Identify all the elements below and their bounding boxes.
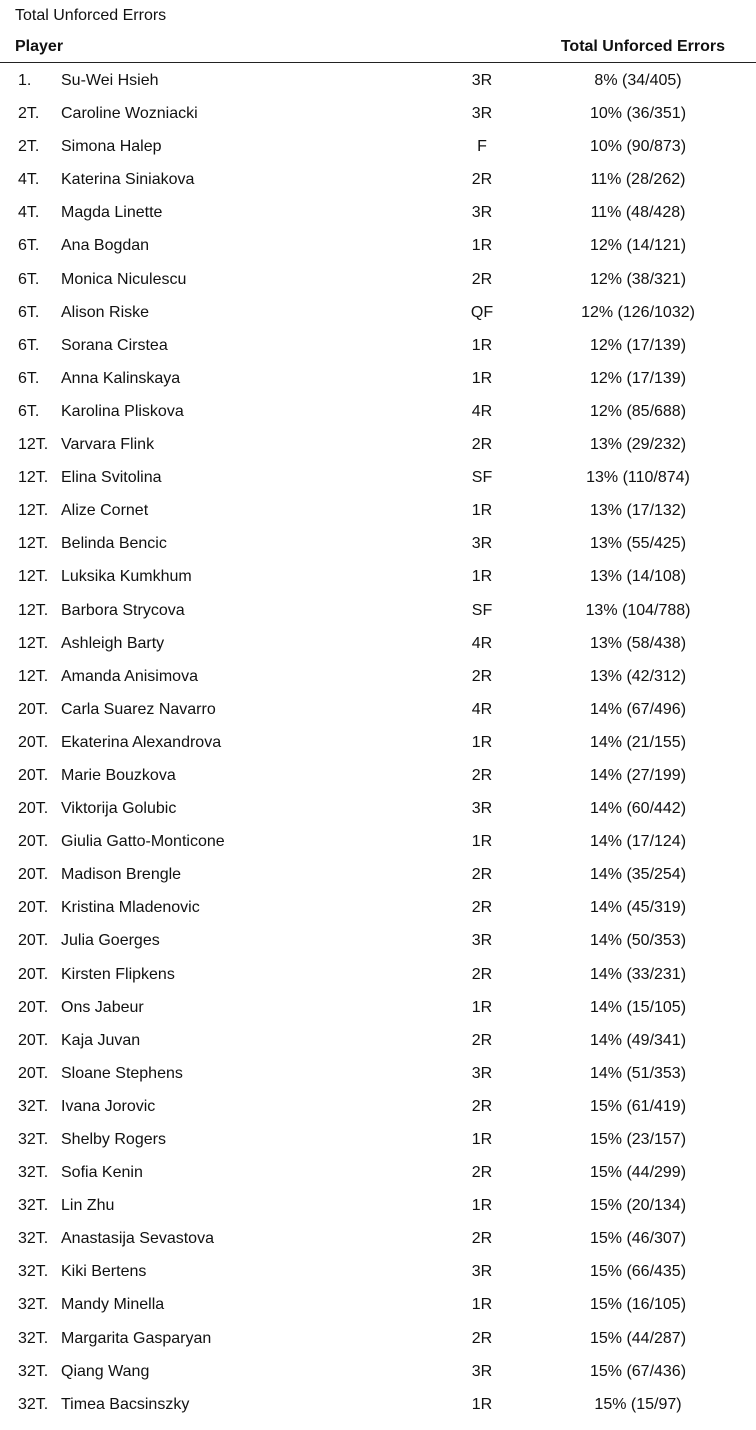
round-text: SF bbox=[471, 601, 493, 619]
round-text: 2R bbox=[471, 171, 493, 189]
unforced-errors-text: 15% (44/299) bbox=[589, 1164, 687, 1182]
round-text: 1R bbox=[471, 733, 493, 751]
player-name-cell: Elina Svitolina bbox=[61, 469, 162, 487]
table-row bbox=[0, 65, 756, 98]
unforced-errors-text: 14% (17/124) bbox=[589, 833, 687, 851]
player-name-cell: Kirsten Flipkens bbox=[61, 965, 175, 983]
table-row bbox=[0, 561, 756, 594]
rank-cell: 6T. bbox=[18, 402, 40, 420]
table-row bbox=[0, 297, 756, 330]
table-row bbox=[0, 727, 756, 760]
unforced-errors-text: 8% (34/405) bbox=[594, 72, 682, 89]
rank-cell: 6T. bbox=[18, 270, 40, 288]
unforced-errors-text: 12% (85/688) bbox=[589, 402, 687, 420]
round-text: 2R bbox=[471, 766, 493, 784]
round-text: 2R bbox=[471, 436, 493, 454]
player-name-cell: Julia Goerges bbox=[61, 932, 160, 950]
player-name-cell: Kaja Juvan bbox=[61, 1031, 141, 1049]
table-row bbox=[0, 793, 756, 826]
unforced-errors-text: 12% (126/1032) bbox=[581, 303, 695, 321]
round-text: 4R bbox=[471, 700, 493, 718]
player-name-cell: Carla Suarez Navarro bbox=[61, 700, 216, 718]
rank-cell: 6T. bbox=[18, 336, 40, 354]
rank-cell: 20T. bbox=[18, 800, 49, 818]
rank-cell: 12T. bbox=[18, 469, 49, 487]
rank-cell: 4T. bbox=[18, 204, 40, 222]
table-row bbox=[0, 1356, 756, 1389]
unforced-errors-text: 15% (15/97) bbox=[594, 1395, 682, 1413]
header-player: Player bbox=[15, 38, 64, 55]
round-text: 1R bbox=[471, 336, 493, 354]
player-name-cell: Amanda Anisimova bbox=[61, 667, 198, 685]
table-row bbox=[0, 1289, 756, 1322]
rank-cell: 12T. bbox=[18, 601, 49, 619]
rank-cell: 6T. bbox=[18, 369, 40, 387]
player-name-cell: Viktorija Golubic bbox=[61, 800, 177, 818]
rank-cell: 32T. bbox=[18, 1164, 49, 1182]
table-row bbox=[0, 495, 756, 528]
unforced-errors-text: 15% (23/157) bbox=[589, 1131, 687, 1148]
rank-cell: 32T. bbox=[18, 1362, 49, 1380]
unforced-errors-text: 12% (17/139) bbox=[589, 336, 687, 354]
table-row bbox=[0, 1025, 756, 1058]
player-name-cell: Simona Halep bbox=[61, 138, 162, 156]
unforced-errors-text: 12% (38/321) bbox=[589, 270, 687, 288]
unforced-errors-text: 15% (46/307) bbox=[589, 1230, 687, 1248]
rank-cell: 20T. bbox=[18, 766, 49, 784]
round-text: 2R bbox=[471, 1097, 493, 1115]
rank-cell: 12T. bbox=[18, 535, 49, 553]
rank-cell: 32T. bbox=[18, 1131, 49, 1148]
round-text: 2R bbox=[471, 270, 493, 288]
table-row bbox=[0, 1058, 756, 1091]
player-name-cell: Barbora Strycova bbox=[61, 601, 185, 619]
unforced-errors-text: 14% (21/155) bbox=[589, 733, 687, 751]
player-name-cell: Luksika Kumkhum bbox=[61, 568, 192, 586]
round-text: 1R bbox=[471, 1296, 493, 1314]
unforced-errors-text: 14% (60/442) bbox=[589, 800, 687, 818]
unforced-errors-text: 15% (20/134) bbox=[589, 1197, 687, 1215]
unforced-errors-text: 12% (17/139) bbox=[589, 369, 687, 387]
round-text: 1R bbox=[471, 833, 493, 851]
round-text: SF bbox=[471, 469, 493, 487]
rank-cell: 2T. bbox=[18, 105, 40, 123]
rank-cell: 1. bbox=[18, 72, 32, 89]
player-name-cell: Kristina Mladenovic bbox=[61, 899, 200, 917]
player-name-cell: Lin Zhu bbox=[61, 1197, 115, 1215]
table-row bbox=[0, 528, 756, 561]
table-row bbox=[0, 1223, 756, 1256]
rank-cell: 2T. bbox=[18, 138, 40, 156]
table-row bbox=[0, 1124, 756, 1157]
table-row bbox=[0, 661, 756, 694]
rank-cell: 12T. bbox=[18, 436, 49, 454]
player-name-cell: Giulia Gatto-Monticone bbox=[61, 833, 225, 851]
table-body bbox=[0, 65, 756, 1422]
rank-cell: 20T. bbox=[18, 1064, 49, 1082]
player-name-cell: Sloane Stephens bbox=[61, 1064, 183, 1082]
rank-cell: 32T. bbox=[18, 1097, 49, 1115]
unforced-errors-text: 14% (35/254) bbox=[589, 866, 687, 884]
rank-cell: 12T. bbox=[18, 667, 49, 685]
round-text: 3R bbox=[471, 1362, 493, 1380]
table-row bbox=[0, 1157, 756, 1190]
unforced-errors-text: 14% (51/353) bbox=[589, 1064, 687, 1082]
player-name-cell: Marie Bouzkova bbox=[61, 766, 176, 784]
round-text: 2R bbox=[471, 899, 493, 917]
player-name-cell: Anastasija Sevastova bbox=[61, 1230, 214, 1248]
unforced-errors-text: 12% (14/121) bbox=[589, 237, 687, 255]
player-name-cell: Margarita Gasparyan bbox=[61, 1329, 212, 1347]
unforced-errors-text: 10% (36/351) bbox=[589, 105, 687, 123]
round-text: 1R bbox=[471, 237, 493, 255]
round-text: 2R bbox=[471, 1230, 493, 1248]
unforced-errors-text: 14% (27/199) bbox=[589, 766, 687, 784]
player-name-cell: Sorana Cirstea bbox=[61, 336, 168, 354]
table-row bbox=[0, 264, 756, 297]
round-text: 3R bbox=[471, 204, 493, 222]
header-total-unforced-errors: Total Unforced Errors bbox=[560, 38, 725, 55]
player-name-cell: Madison Brengle bbox=[61, 866, 182, 884]
unforced-errors-text: 14% (15/105) bbox=[589, 998, 687, 1016]
unforced-errors-text: 14% (45/319) bbox=[589, 899, 687, 917]
unforced-errors-text: 13% (17/132) bbox=[589, 502, 687, 520]
player-name-cell: Ekaterina Alexandrova bbox=[61, 733, 222, 751]
table-row bbox=[0, 595, 756, 628]
table-row bbox=[0, 197, 756, 230]
round-text: 2R bbox=[471, 866, 493, 884]
table-row bbox=[0, 892, 756, 925]
player-name-cell: Ashleigh Barty bbox=[61, 634, 165, 652]
round-text: 3R bbox=[471, 105, 493, 123]
player-name-cell: Alison Riske bbox=[61, 303, 150, 321]
round-text: 1R bbox=[471, 369, 493, 387]
player-name-cell: Su-Wei Hsieh bbox=[61, 72, 159, 89]
rank-cell: 20T. bbox=[18, 932, 49, 950]
unforced-errors-text: 13% (58/438) bbox=[589, 634, 687, 652]
rank-cell: 32T. bbox=[18, 1263, 49, 1281]
unforced-errors-text: 15% (66/435) bbox=[589, 1263, 687, 1281]
round-text: 3R bbox=[471, 800, 493, 818]
table-row bbox=[0, 230, 756, 263]
table-row bbox=[0, 429, 756, 462]
round-text: 2R bbox=[471, 1031, 493, 1049]
table-row bbox=[0, 1190, 756, 1223]
rank-cell: 6T. bbox=[18, 237, 40, 255]
player-name-cell: Karolina Pliskova bbox=[61, 402, 184, 420]
table-row bbox=[0, 1389, 756, 1422]
player-name-cell: Anna Kalinskaya bbox=[61, 369, 181, 387]
rank-cell: 20T. bbox=[18, 866, 49, 884]
round-text: 2R bbox=[471, 667, 493, 685]
unforced-errors-text: 14% (49/341) bbox=[589, 1031, 687, 1049]
table-row bbox=[0, 694, 756, 727]
table-row bbox=[0, 131, 756, 164]
table-row bbox=[0, 760, 756, 793]
rank-cell: 4T. bbox=[18, 171, 40, 189]
round-text: F bbox=[477, 138, 487, 156]
round-text: 1R bbox=[471, 502, 493, 520]
unforced-errors-text: 13% (42/312) bbox=[589, 667, 687, 685]
round-text: 3R bbox=[471, 1263, 493, 1281]
rank-cell: 20T. bbox=[18, 998, 49, 1016]
unforced-errors-text: 13% (104/788) bbox=[585, 601, 691, 619]
rank-cell: 20T. bbox=[18, 899, 49, 917]
round-text: 1R bbox=[471, 1131, 493, 1148]
rank-cell: 32T. bbox=[18, 1197, 49, 1215]
page-title: Total Unforced Errors bbox=[15, 7, 167, 24]
rank-cell: 20T. bbox=[18, 700, 49, 718]
rank-cell: 20T. bbox=[18, 965, 49, 983]
table-row bbox=[0, 1323, 756, 1356]
table-row bbox=[0, 826, 756, 859]
rank-cell: 6T. bbox=[18, 303, 40, 321]
table-row bbox=[0, 98, 756, 131]
player-name-cell: Monica Niculescu bbox=[61, 270, 187, 288]
unforced-errors-text: 11% (28/262) bbox=[590, 171, 686, 189]
player-name-cell: Belinda Bencic bbox=[61, 535, 167, 553]
round-text: 4R bbox=[471, 402, 493, 420]
rank-cell: 12T. bbox=[18, 634, 49, 652]
unforced-errors-text: 15% (16/105) bbox=[589, 1296, 687, 1314]
round-text: 3R bbox=[471, 535, 493, 553]
rank-cell: 32T. bbox=[18, 1230, 49, 1248]
table-row bbox=[0, 462, 756, 495]
table-row bbox=[0, 1256, 756, 1289]
table-row bbox=[0, 363, 756, 396]
table-row bbox=[0, 396, 756, 429]
table-row bbox=[0, 859, 756, 892]
rank-cell: 12T. bbox=[18, 568, 49, 586]
round-text: 3R bbox=[471, 932, 493, 950]
unforced-errors-text: 13% (55/425) bbox=[589, 535, 687, 553]
rank-cell: 32T. bbox=[18, 1329, 49, 1347]
round-text: 2R bbox=[471, 1329, 493, 1347]
unforced-errors-text: 15% (44/287) bbox=[589, 1329, 687, 1347]
round-text: 4R bbox=[471, 634, 493, 652]
player-name-cell: Kiki Bertens bbox=[61, 1263, 147, 1281]
unforced-errors-text: 10% (90/873) bbox=[589, 138, 687, 156]
rank-cell: 20T. bbox=[18, 833, 49, 851]
player-name-cell: Ivana Jorovic bbox=[61, 1097, 156, 1115]
player-name-cell: Alize Cornet bbox=[61, 502, 149, 520]
unforced-errors-text: 14% (33/231) bbox=[589, 965, 687, 983]
rank-cell: 12T. bbox=[18, 502, 49, 520]
table-row bbox=[0, 992, 756, 1025]
round-text: QF bbox=[470, 303, 494, 321]
rank-cell: 20T. bbox=[18, 1031, 49, 1049]
player-name-cell: Katerina Siniakova bbox=[61, 171, 195, 189]
unforced-errors-text: 14% (50/353) bbox=[589, 932, 687, 950]
round-text: 1R bbox=[471, 1395, 493, 1413]
player-name-cell: Qiang Wang bbox=[61, 1362, 150, 1380]
table-row bbox=[0, 628, 756, 661]
round-text: 1R bbox=[471, 568, 493, 586]
round-text: 3R bbox=[471, 1064, 493, 1082]
round-text: 1R bbox=[471, 1197, 493, 1215]
table-row bbox=[0, 164, 756, 197]
unforced-errors-text: 13% (14/108) bbox=[589, 568, 687, 586]
rank-cell: 20T. bbox=[18, 733, 49, 751]
table-row bbox=[0, 330, 756, 363]
table-row bbox=[0, 959, 756, 992]
rank-cell: 32T. bbox=[18, 1296, 49, 1314]
unforced-errors-text: 15% (61/419) bbox=[589, 1097, 687, 1115]
player-name-cell: Sofia Kenin bbox=[61, 1164, 143, 1182]
table-row bbox=[0, 1091, 756, 1124]
unforced-errors-text: 11% (48/428) bbox=[590, 204, 686, 222]
unforced-errors-text: 15% (67/436) bbox=[589, 1362, 687, 1380]
unforced-errors-text: 14% (67/496) bbox=[589, 700, 687, 718]
player-name-cell: Shelby Rogers bbox=[61, 1131, 166, 1148]
player-name-cell: Magda Linette bbox=[61, 204, 163, 222]
table-row bbox=[0, 925, 756, 958]
rank-cell: 32T. bbox=[18, 1395, 49, 1413]
unforced-errors-text: 13% (110/874) bbox=[586, 469, 690, 487]
round-text: 1R bbox=[471, 998, 493, 1016]
round-text: 3R bbox=[471, 72, 493, 89]
player-name-cell: Varvara Flink bbox=[61, 436, 155, 454]
player-name-cell: Timea Bacsinszky bbox=[61, 1395, 190, 1413]
player-name-cell: Mandy Minella bbox=[61, 1296, 165, 1314]
player-name-cell: Ons Jabeur bbox=[61, 998, 144, 1016]
round-text: 2R bbox=[471, 1164, 493, 1182]
player-name-cell: Caroline Wozniacki bbox=[61, 105, 198, 123]
unforced-errors-text: 13% (29/232) bbox=[589, 436, 687, 454]
player-name-cell: Ana Bogdan bbox=[61, 237, 150, 255]
round-text: 2R bbox=[471, 965, 493, 983]
table-header bbox=[0, 34, 756, 63]
